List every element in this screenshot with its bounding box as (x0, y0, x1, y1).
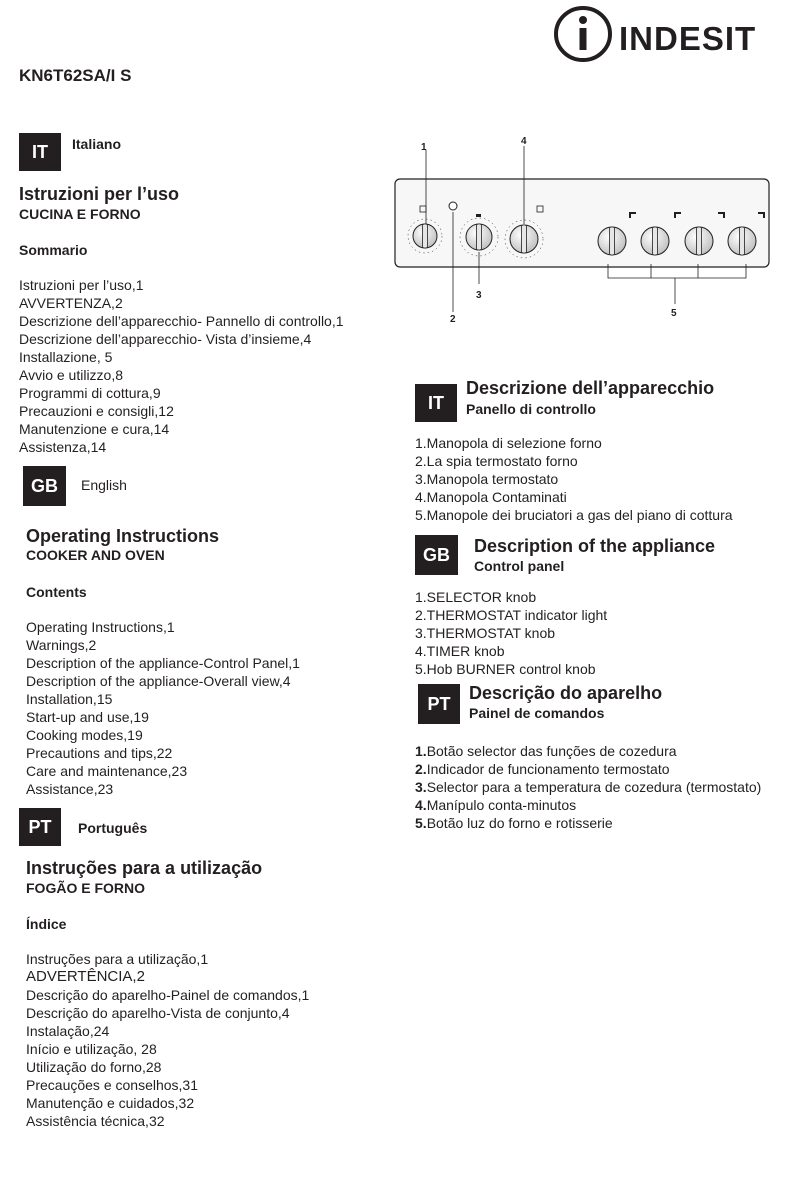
list-item: 2.THERMOSTAT indicator light (415, 607, 608, 623)
callout-3: 3 (476, 290, 482, 301)
list-item: Assistência técnica,32 (26, 1113, 165, 1129)
list-item: Assistance,23 (26, 781, 114, 797)
lang-badge-gb: GB (23, 466, 66, 506)
list-item: Descrizione dell’apparecchio- Pannello di controllo,1 (19, 313, 344, 329)
desc-badge-gb: GB (415, 535, 458, 575)
list-item: Operating Instructions,1 (26, 619, 175, 635)
list-item: Precauções e conselhos,31 (26, 1077, 198, 1093)
item-number: 2. (415, 761, 427, 777)
item-number: 3. (415, 779, 427, 795)
subtitle-pt: FOGÃO E FORNO (26, 880, 145, 896)
desc-title-gb: Description of the appliance (474, 536, 716, 556)
item-text: Botão luz do forno e rotisserie (426, 815, 613, 831)
list-item: 1.SELECTOR knob (415, 589, 537, 605)
desc-list-pt (415, 742, 761, 832)
item-text: Indicador de funcionamento termostato (426, 761, 670, 777)
list-item: Installazione, 5 (19, 349, 113, 365)
language-label-it: Italiano (72, 136, 122, 152)
desc-title-it: Descrizione dell’apparecchio (466, 378, 715, 398)
callout-5: 5 (671, 308, 677, 319)
language-label-gb: English (81, 477, 127, 493)
list-item: Installation,15 (26, 691, 113, 707)
list-item: Manutenzione e cura,14 (19, 421, 170, 437)
indesit-logo-icon (553, 4, 773, 62)
list-item (415, 814, 761, 832)
list-item: Precauzioni e consigli,12 (19, 403, 174, 419)
desc-subtitle-pt: Painel de comandos (469, 705, 605, 721)
contents-list-pt (26, 950, 309, 1130)
control-panel-diagram (390, 132, 782, 328)
desc-list-it (415, 434, 733, 524)
list-item: 3.THERMOSTAT knob (415, 625, 556, 641)
list-item: 1.Manopola di selezione forno (415, 435, 602, 451)
contents-heading-pt: Índice (26, 916, 67, 932)
list-item: Precautions and tips,22 (26, 745, 173, 761)
list-item: Manutenção e cuidados,32 (26, 1095, 195, 1111)
item-text: Selector para a temperatura de cozedura (termostato) (426, 779, 762, 795)
subtitle-gb: COOKER AND OVEN (26, 547, 165, 563)
desc-subtitle-it: Panello di controllo (466, 401, 596, 417)
lang-badge-it: IT (19, 133, 61, 171)
list-item (415, 742, 761, 760)
contents-heading-it: Sommario (19, 242, 88, 258)
list-item: Instruções para a utilização,1 (26, 951, 209, 967)
list-item: ADVERTÊNCIA,2 (26, 968, 145, 985)
list-item: Care and maintenance,23 (26, 763, 188, 779)
panel-outline (395, 179, 769, 267)
item-text: Botão selector das funções de cozedura (426, 743, 677, 759)
contents-list-gb (26, 618, 300, 798)
desc-list-gb (415, 588, 607, 678)
list-item: Descrição do aparelho-Painel de comandos,1 (26, 987, 310, 1003)
desc-title-pt: Descrição do aparelho (469, 683, 663, 703)
list-item (415, 796, 761, 814)
desc-subtitle-gb: Control panel (474, 558, 565, 574)
list-item: 2.La spia termostato forno (415, 453, 578, 469)
title-pt: Instruções para a utilização (26, 858, 263, 878)
item-text: Manípulo conta-minutos (426, 797, 577, 813)
list-item: Início e utilização, 28 (26, 1041, 157, 1057)
list-item: 5.Manopole dei bruciatori a gas del piano di cottura (415, 507, 733, 523)
list-item: Description of the appliance-Overall view,4 (26, 673, 291, 689)
list-item: Istruzioni per l’uso,1 (19, 277, 144, 293)
list-item: 3.Manopola termostato (415, 471, 559, 487)
list-item: 4.TIMER knob (415, 643, 505, 659)
item-number: 1. (415, 743, 427, 759)
list-item (415, 760, 761, 778)
list-item: Warnings,2 (26, 637, 97, 653)
callout-4: 4 (521, 136, 527, 147)
lang-badge-pt: PT (19, 808, 61, 846)
thermostat-indicator-light (449, 202, 457, 210)
list-item: Utilização do forno,28 (26, 1059, 162, 1075)
model-number: KN6T62SA/I S (19, 66, 132, 85)
item-number: 4. (415, 797, 427, 813)
contents-list-it (19, 276, 344, 456)
title-it: Istruzioni per l’uso (19, 184, 180, 204)
list-item: Cooking modes,19 (26, 727, 143, 743)
desc-badge-it: IT (415, 384, 457, 422)
desc-badge-pt: PT (418, 684, 460, 724)
language-label-pt: Português (78, 820, 148, 836)
list-item (415, 778, 761, 796)
callout-2: 2 (450, 314, 456, 325)
contents-heading-gb: Contents (26, 584, 87, 600)
list-item: Programmi di cottura,9 (19, 385, 161, 401)
list-item: Instalação,24 (26, 1023, 110, 1039)
title-gb: Operating Instructions (26, 526, 220, 546)
item-number: 5. (415, 815, 427, 831)
list-item: AVVERTENZA,2 (19, 295, 123, 311)
list-item: Descrição do aparelho-Vista de conjunto,4 (26, 1005, 290, 1021)
list-item: Avvio e utilizzo,8 (19, 367, 124, 383)
list-item: 4.Manopola Contaminati (415, 489, 567, 505)
list-item: Assistenza,14 (19, 439, 107, 455)
list-item: 5.Hob BURNER control knob (415, 661, 596, 677)
list-item: Descrizione dell’apparecchio- Vista d’insieme,4 (19, 331, 312, 347)
brand-name: INDESIT (619, 20, 757, 57)
callout-1: 1 (421, 142, 427, 153)
list-item: Start-up and use,19 (26, 709, 149, 725)
list-item: Description of the appliance-Control Panel,1 (26, 655, 300, 671)
subtitle-it: CUCINA E FORNO (19, 206, 141, 222)
